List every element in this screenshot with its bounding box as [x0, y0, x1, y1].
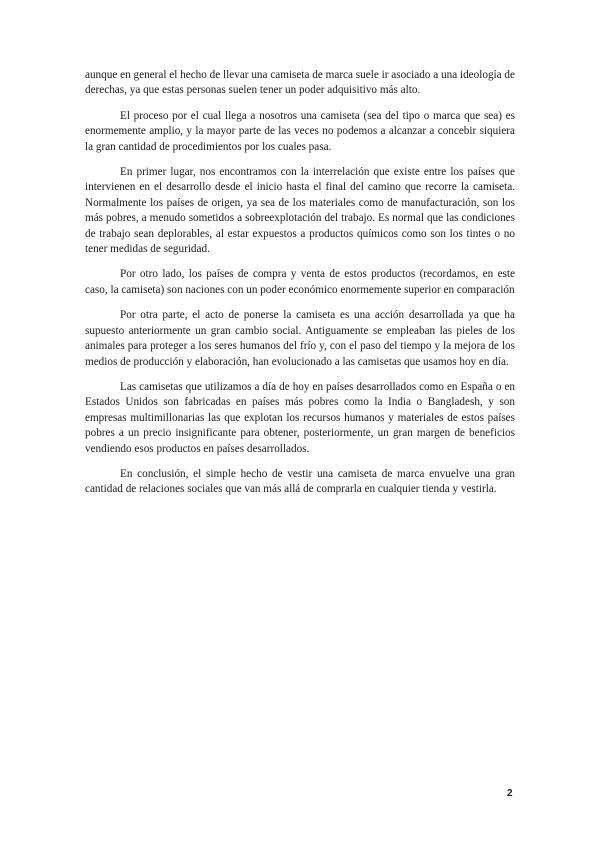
- paragraph-social-change: Por otra parte, el acto de ponerse la camiseta es una acción desarrollada ya que ha supuesto anteriormente un gran cambio social. Antiguamente se empleaban las pieles de los animales para proteger a los seres humanos del frío y, con el paso del tiempo y la mejora de los medios de producción y elaboración, han evolucionado a las camisetas que usamos hoy en día.: [85, 309, 515, 368]
- paragraph-conclusion: En conclusión, el simple hecho de vestir una camiseta de marca envuelve una gran cantidad de relaciones sociales que van más allá de comprarla en cualquier tienda y vestirla.: [85, 467, 515, 496]
- paragraph-manufacturing: Las camisetas que utilizamos a día de hoy en países desarrollados como en España o en Estados Unidos son fabricadas en países más pobres como la India o Bangladesh, y son empresas multimillonarias las que explotan los recursos humanos y materiales de estos países pobres a un precio insignificante para obtener, posteriormente, un gran margen de beneficios vendiendo esos productos en países desarrollados.: [85, 380, 515, 455]
- document-body: [85, 68, 515, 508]
- paragraph-buying-countries: Por otro lado, los países de compra y venta de estos productos (recordamos, en este caso, la camiseta) son naciones con un poder económico enormemente superior en comparación: [85, 268, 515, 296]
- paragraph-process: El proceso por el cual llega a nosotros una camiseta (sea del tipo o marca que sea) es enormemente amplio, y la mayor parte de las veces no podemos a alcanzar a concebir siquiera la gran cantidad de procedimientos por los cuales pasa.: [85, 109, 515, 153]
- paragraph-countries-origin: En primer lugar, nos encontramos con la interrelación que existe entre los países que intervienen en el desarrollo desde el inicio hasta el final del camino que recorre la camiseta. Normalmente los países de origen, ya sea de los materiales como de manufacturación, son los más pobres, a menudo sometidos a sobreexplotación del trabajo. Es normal que las condiciones de trabajo sean deplorables, al estar expuestos a productos químicos como son los tintes o no tener medidas de seguridad.: [85, 166, 515, 256]
- page-number: 2: [507, 788, 513, 799]
- paragraph-continuation: aunque en general el hecho de llevar una camiseta de marca suele ir asociado a una ideología de derechas, ya que estas personas suelen tener un poder adquisitivo más alto.: [85, 69, 515, 97]
